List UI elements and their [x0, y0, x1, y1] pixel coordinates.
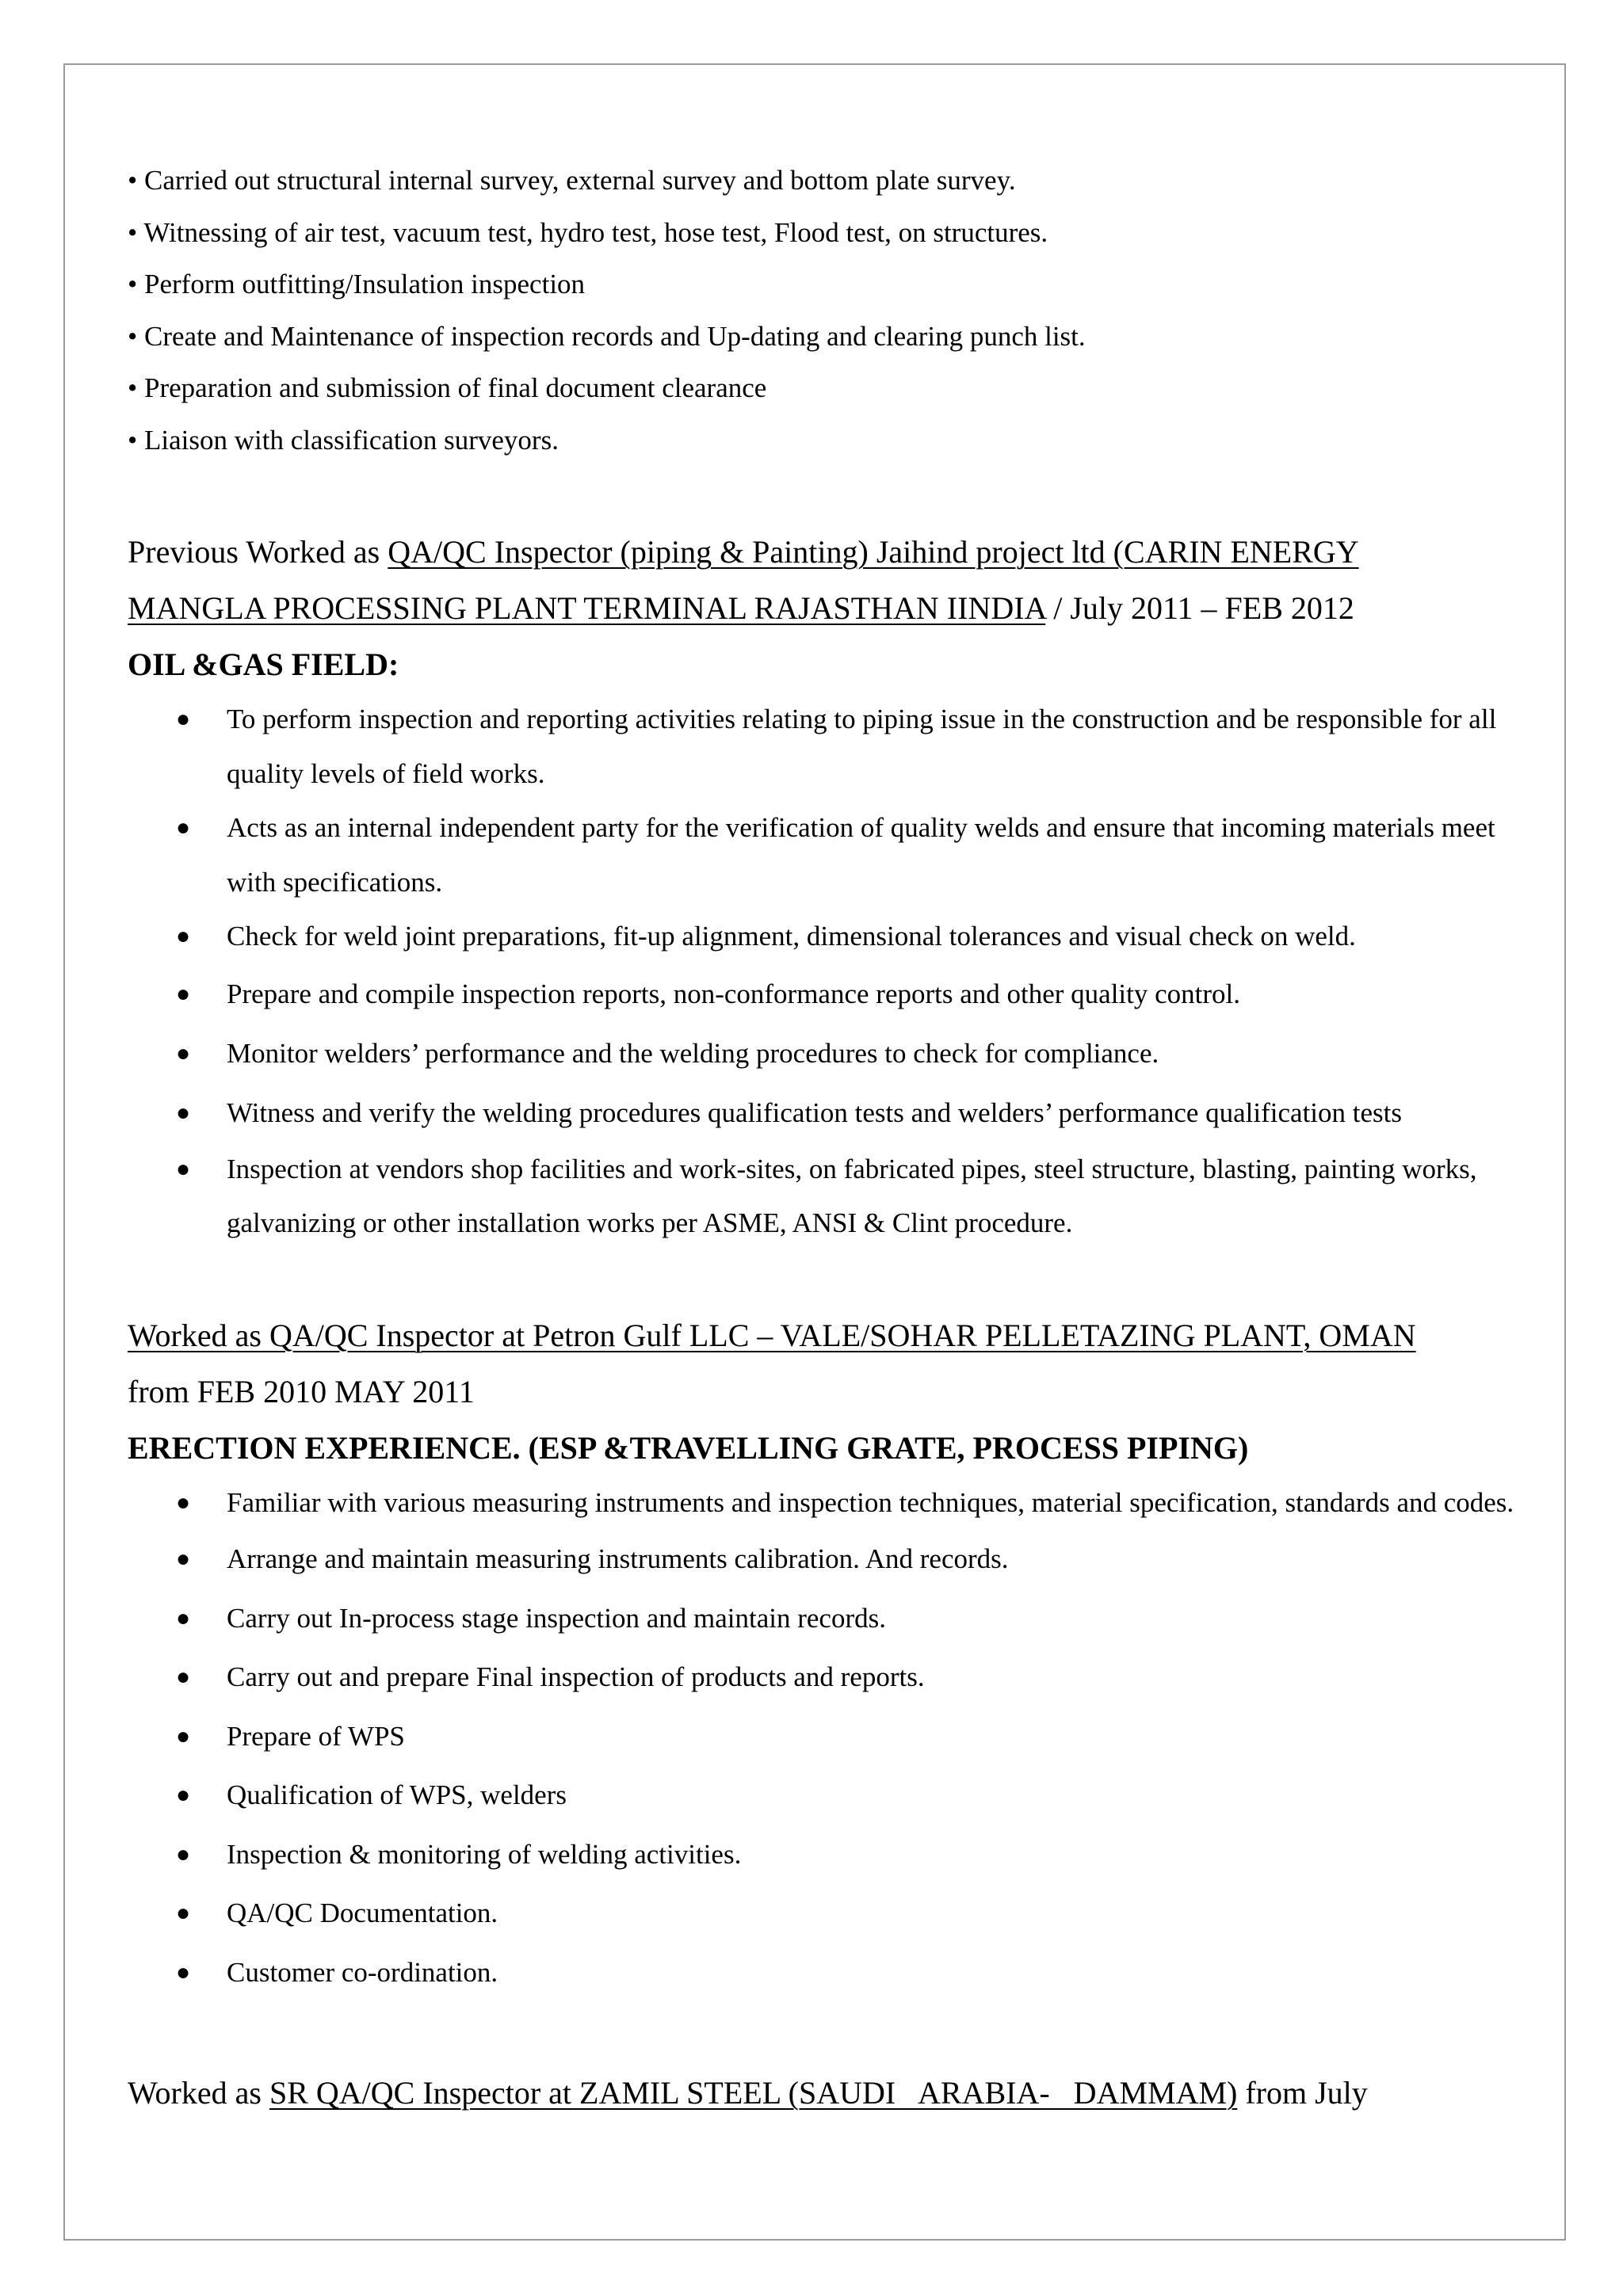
- list-item: [128, 692, 1538, 801]
- bullet-icon: ●: [176, 1546, 191, 1572]
- bullet-icon: ●: [176, 1958, 191, 1985]
- list-item-text: Prepare and compile inspection reports, non-conformance reports and other quality control.: [227, 978, 1241, 1009]
- list-item: • Liaison with classification surveyors.: [128, 424, 559, 456]
- list-item-text: Check for weld joint preparations, fit-up alignment, dimensional tolerances and visual check on weld.: [227, 921, 1356, 952]
- job-heading-zamil: [128, 2065, 1538, 2121]
- job-heading-dates: / July 2011 – FEB 2012: [1045, 590, 1354, 626]
- job-heading-company-line1: QA/QC Inspector (piping & Painting) Jaihind project ltd (CARIN ENERGY: [388, 534, 1359, 570]
- list-item: [128, 1530, 1538, 1589]
- bullet-icon: ●: [176, 1782, 191, 1808]
- list-item-text: Inspection & monitoring of welding activities.: [227, 1838, 742, 1870]
- job-heading-jaihind: [128, 524, 1538, 580]
- list-item-text: Monitor welders’ performance and the welding procedures to check for compliance.: [227, 1037, 1159, 1069]
- list-item: • Create and Maintenance of inspection records and Up-dating and clearing punch list.: [128, 320, 1086, 352]
- job-heading-company: Worked as QA/QC Inspector at Petron Gulf LLC – VALE/SOHAR PELLETAZING PLANT, OMAN: [128, 1317, 1416, 1353]
- job-heading-dates: from July: [1237, 2075, 1368, 2111]
- job-heading-prefix: Previous Worked as: [128, 534, 388, 570]
- list-item: [128, 1142, 1538, 1251]
- bullet-icon: ●: [176, 1900, 191, 1926]
- job-heading-company: SR QA/QC Inspector at ZAMIL STEEL (SAUDI ARABIA- DAMMAM): [269, 2075, 1238, 2111]
- bullet-icon: ●: [176, 1489, 191, 1516]
- intro-bullet-list: [128, 154, 1538, 466]
- bullet-icon: ●: [176, 1664, 191, 1690]
- list-item: [128, 1589, 1538, 1649]
- list-item: [128, 1024, 1538, 1083]
- list-item-text: To perform inspection and reporting activities relating to piping issue in the construction and be responsible for all quality levels of field works.: [227, 704, 1497, 789]
- list-item: • Witnessing of air test, vacuum test, hydro test, hose test, Flood test, on structures.: [128, 216, 1048, 248]
- job1-bullet-list: [128, 692, 1538, 1251]
- job-heading-petron-dates: from FEB 2010 MAY 2011: [128, 1373, 475, 1409]
- list-item-text: Witness and verify the welding procedures qualification tests and welders’ performance qualification tests: [227, 1097, 1402, 1128]
- bullet-icon: ●: [176, 1604, 191, 1631]
- bullet-icon: ●: [176, 1039, 191, 1066]
- list-item-text: Carry out and prepare Final inspection of products and reports.: [227, 1661, 925, 1692]
- section-title-erection: ERECTION EXPERIENCE. (ESP &TRAVELLING GRATE, PROCESS PIPING): [128, 1429, 1249, 1466]
- section-title-oil-gas: OIL &GAS FIELD:: [128, 646, 399, 682]
- list-item-text: QA/QC Documentation.: [227, 1897, 498, 1928]
- list-item-text: Prepare of WPS: [227, 1720, 405, 1752]
- list-item: [128, 1648, 1538, 1707]
- job-heading-prefix: Worked as: [128, 2075, 269, 2111]
- list-item: [128, 1884, 1538, 1943]
- bullet-icon: ●: [176, 1155, 191, 1182]
- list-item: [128, 964, 1538, 1024]
- list-item: [128, 1825, 1538, 1885]
- list-item: [128, 1943, 1538, 2003]
- list-item-text: Customer co-ordination.: [227, 1956, 498, 1988]
- job2-bullet-list: [128, 1476, 1538, 2003]
- list-item: [128, 801, 1538, 910]
- bullet-icon: ●: [176, 1722, 191, 1749]
- list-item-text: Familiar with various measuring instruments and inspection techniques, material specification, standards and codes.: [227, 1486, 1514, 1518]
- list-item: • Carried out structural internal survey, external survey and bottom plate survey.: [128, 165, 1016, 196]
- job-heading-jaihind-line2: [128, 580, 1538, 636]
- job-heading-petron: [128, 1307, 1538, 1363]
- list-item-text: Inspection at vendors shop facilities and work-sites, on fabricated pipes, steel structure, blasting, painting works, galvanizing or other installation works per ASME, ANSI & Clint procedure.: [227, 1153, 1477, 1238]
- bullet-icon: ●: [176, 814, 191, 841]
- list-item-text: Arrange and maintain measuring instruments calibration. And records.: [227, 1543, 1009, 1574]
- list-item: • Preparation and submission of final document clearance: [128, 372, 767, 403]
- list-item: [128, 1766, 1538, 1825]
- bullet-icon: ●: [176, 923, 191, 949]
- bullet-icon: ●: [176, 706, 191, 732]
- document-body: [128, 154, 1538, 2121]
- list-item-text: Qualification of WPS, welders: [227, 1779, 567, 1810]
- job-heading-company-line2: MANGLA PROCESSING PLANT TERMINAL RAJASTHAN IINDIA: [128, 590, 1046, 626]
- list-item: [128, 1083, 1538, 1142]
- bullet-icon: ●: [176, 980, 191, 1007]
- bullet-icon: ●: [176, 1840, 191, 1867]
- list-item-text: Carry out In-process stage inspection and maintain records.: [227, 1602, 886, 1634]
- list-item: [128, 1476, 1538, 1531]
- list-item: [128, 1707, 1538, 1767]
- list-item-text: Acts as an internal independent party for the verification of quality welds and ensure that incoming materials meet with specifications.: [227, 812, 1495, 898]
- list-item: [128, 910, 1538, 964]
- list-item: • Perform outfitting/Insulation inspection: [128, 269, 586, 299]
- bullet-icon: ●: [176, 1099, 191, 1126]
